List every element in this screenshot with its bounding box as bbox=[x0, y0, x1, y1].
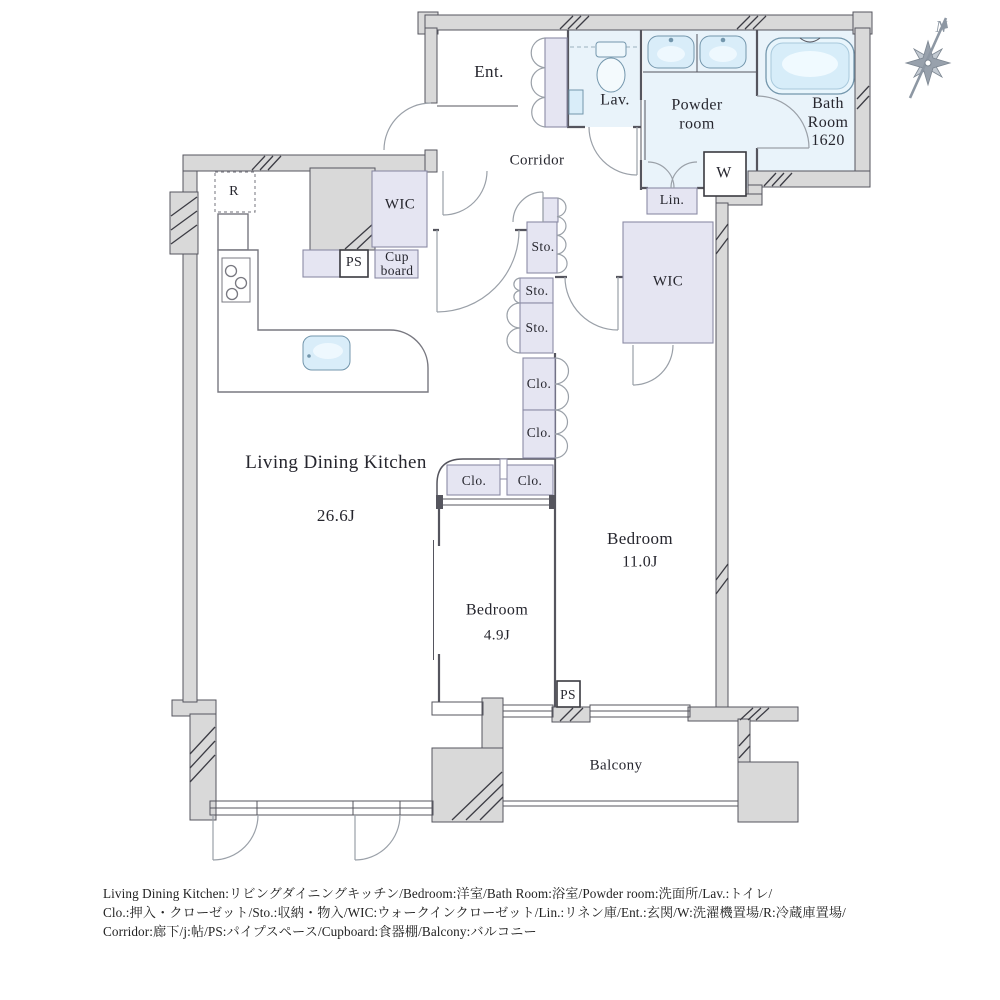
label-ps-top: PS bbox=[345, 254, 363, 270]
label-ps-bottom: PS bbox=[560, 687, 576, 703]
label-wic-left: WIC bbox=[384, 196, 416, 213]
label-storage-3: Sto. bbox=[525, 320, 549, 336]
label-powder-room: Powder room bbox=[671, 96, 723, 132]
legend-line-1: Living Dining Kitchen:リビングダイニングキッチン/Bedroom:洋室/Bath Room:浴室/Powder room:洗面所/Lav.:トイレ/ bbox=[103, 886, 773, 901]
label-ldk: Living Dining Kitchen bbox=[245, 451, 427, 473]
legend-line-3: Corridor:廊下/j:帖/PS:パイプスペース/Cupboard:食器棚/Balcony:バルコニー bbox=[103, 924, 537, 940]
legend-line-2: Clo.:押入・クローゼット/Sto.:収納・物入/WIC:ウォークインクローゼット/Lin.:リネン庫/Ent.:玄関/W:洗濯機置場/R:冷蔵庫置場/ bbox=[103, 905, 846, 921]
label-refrigerator: R bbox=[229, 183, 239, 199]
label-wic-right: WIC bbox=[652, 273, 684, 290]
label-lavatory: Lav. bbox=[600, 91, 630, 109]
label-cupboard: Cup board bbox=[380, 248, 414, 278]
shoe-cabinet bbox=[545, 38, 567, 127]
label-bedroom-2-size: 4.9J bbox=[483, 627, 511, 644]
label-entrance: Ent. bbox=[474, 62, 504, 82]
label-balcony: Balcony bbox=[589, 757, 643, 774]
label-bath-room: Bath Room 1620 bbox=[807, 95, 849, 150]
label-compass-north: N bbox=[935, 17, 947, 36]
label-storage-2: Sto. bbox=[525, 283, 549, 299]
label-closet-1: Clo. bbox=[526, 376, 552, 392]
label-washing-machine: W bbox=[716, 164, 732, 182]
bathtub-icon bbox=[766, 38, 854, 94]
legend bbox=[103, 884, 909, 941]
label-ldk-size: 26.6J bbox=[316, 506, 356, 526]
hand-sink-icon bbox=[569, 90, 583, 114]
label-bedroom-1: Bedroom bbox=[606, 529, 674, 549]
balcony-railing bbox=[503, 801, 738, 806]
label-closet-3: Clo. bbox=[461, 473, 487, 489]
label-linen: Lin. bbox=[659, 192, 685, 208]
label-bedroom-2: Bedroom bbox=[465, 601, 529, 619]
label-bedroom-1-size: 11.0J bbox=[622, 553, 658, 571]
label-corridor: Corridor bbox=[509, 152, 565, 169]
label-closet-2: Clo. bbox=[526, 425, 552, 441]
entrance-door-arc bbox=[384, 103, 431, 150]
label-closet-4: Clo. bbox=[517, 473, 543, 489]
label-storage-1: Sto. bbox=[531, 239, 555, 255]
